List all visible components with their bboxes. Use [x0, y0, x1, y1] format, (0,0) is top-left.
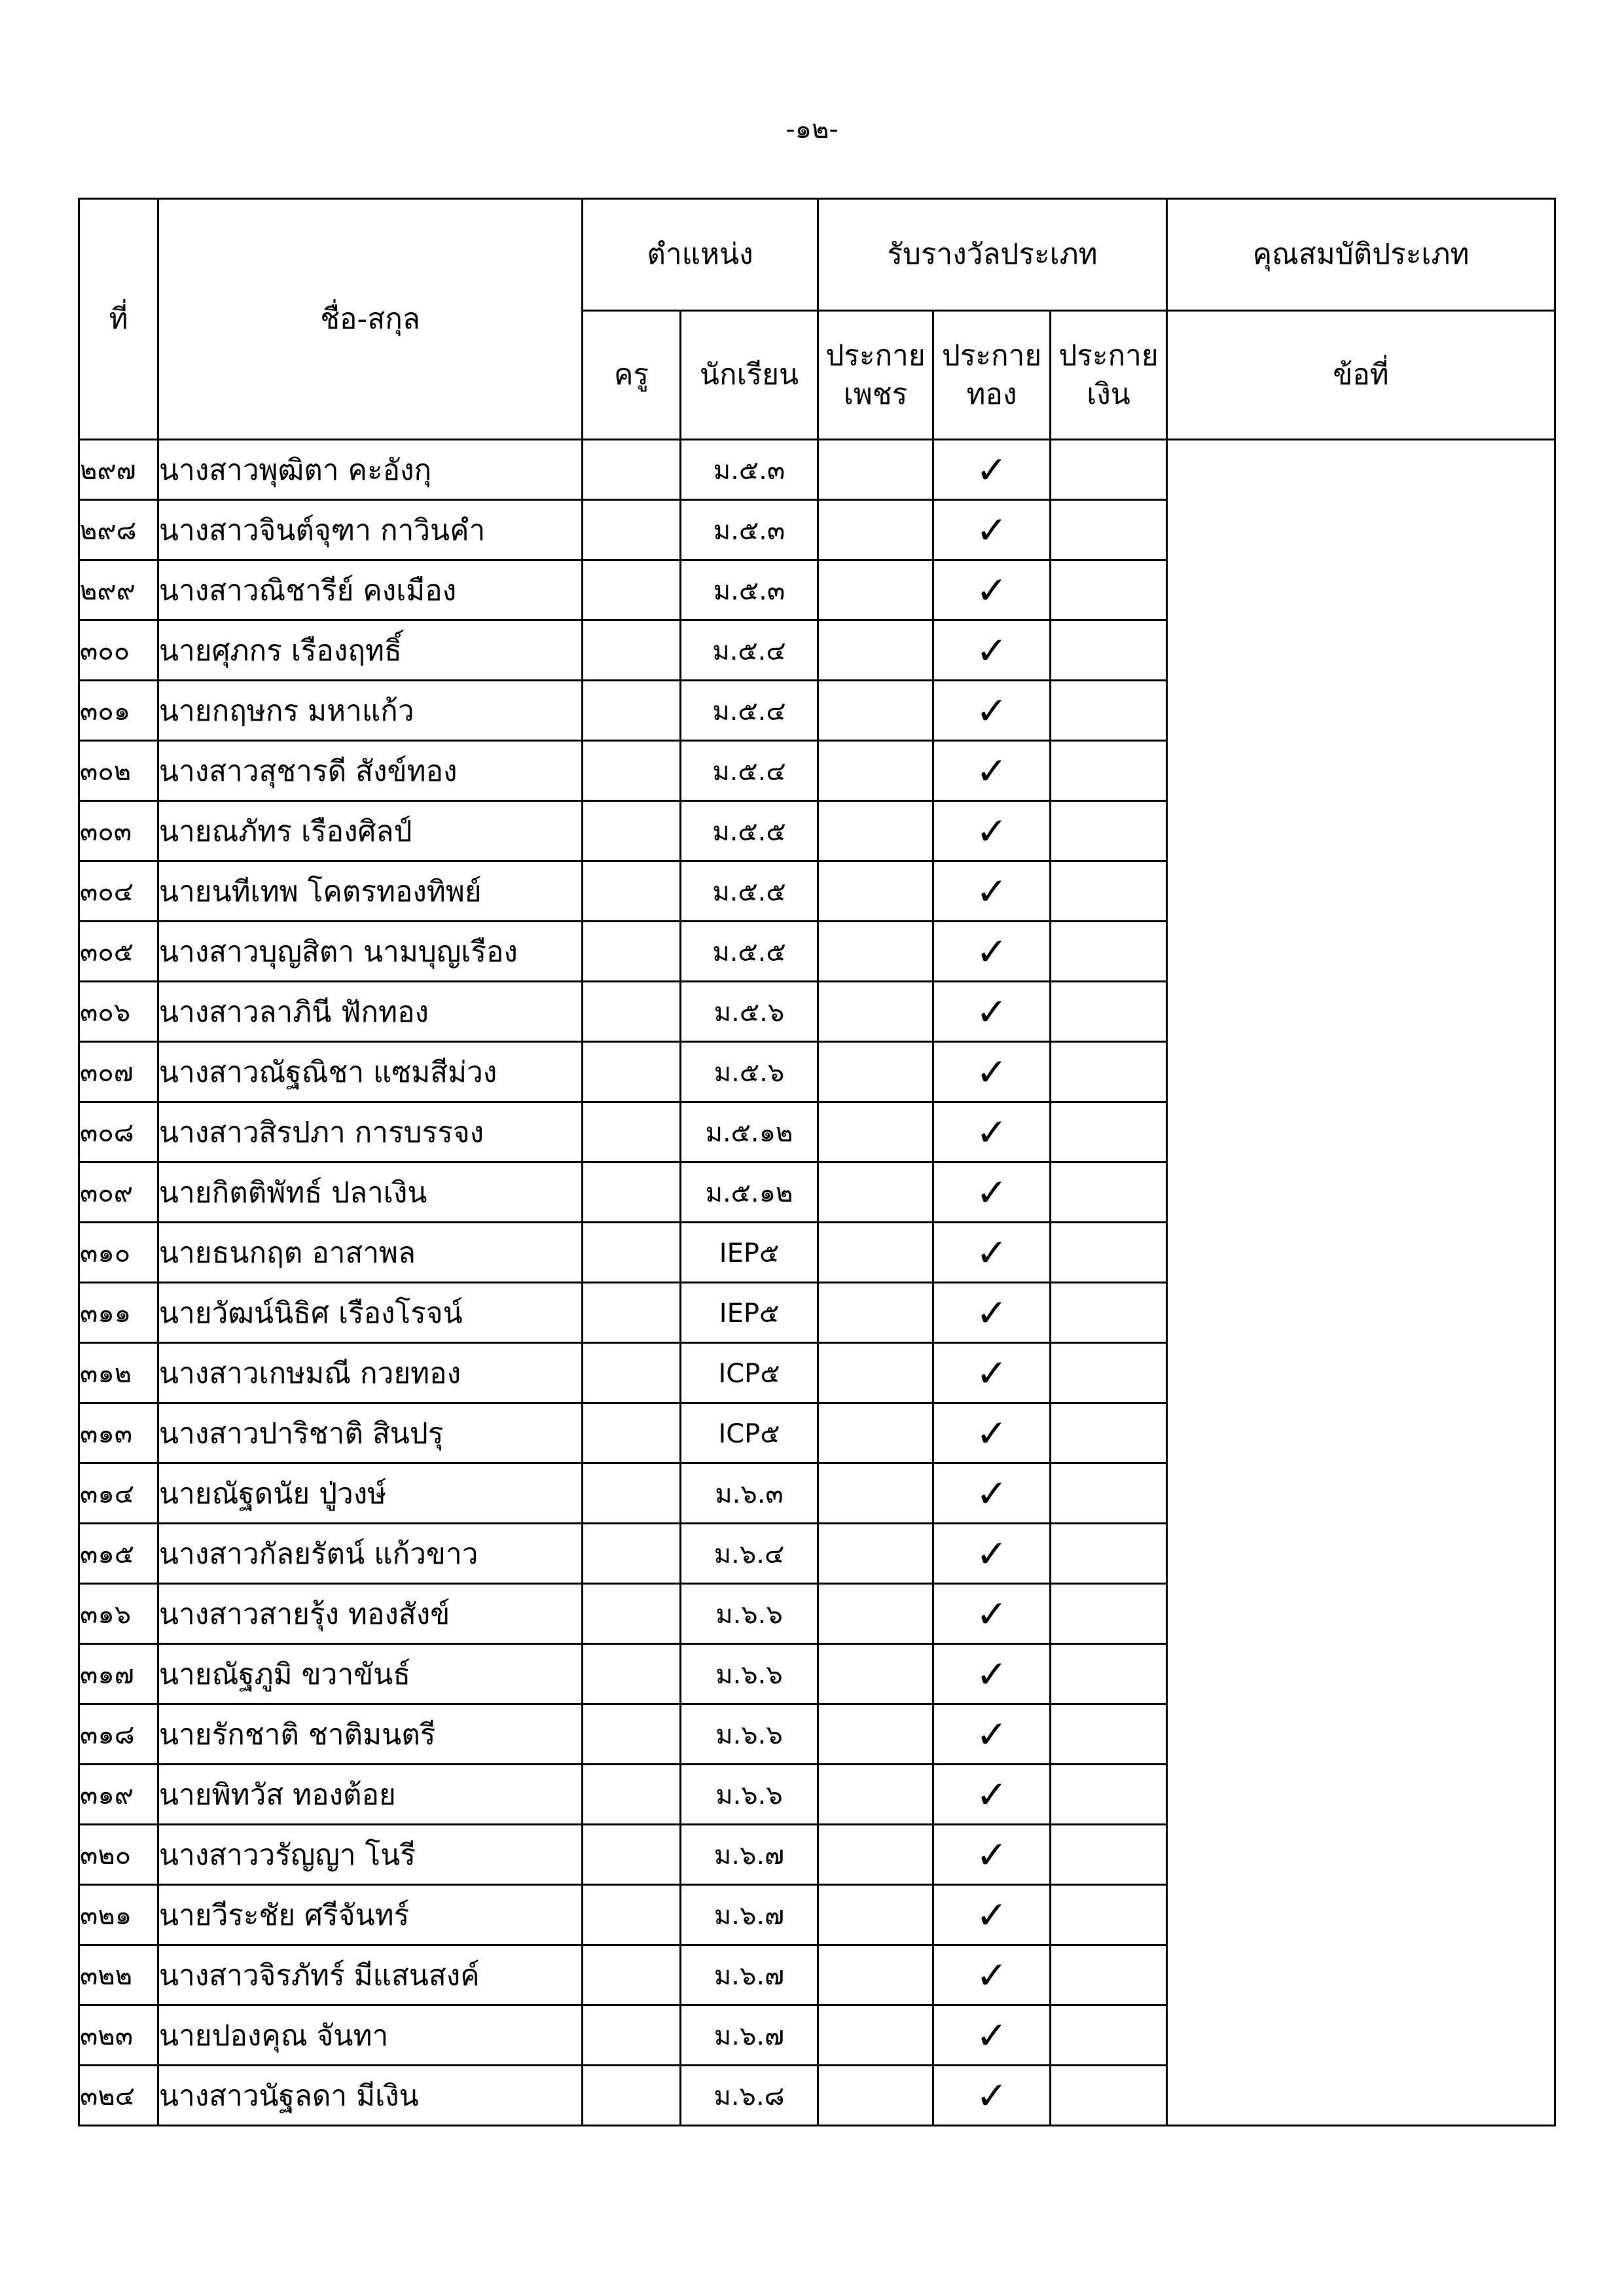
row-number: ๓๑๑	[79, 1283, 158, 1343]
page-number: -๑๒-	[785, 115, 839, 145]
student-class: ม.๕.๔	[681, 741, 818, 801]
student-class: ม.๕.๔	[681, 681, 818, 741]
student-class: ม.๕.๖	[681, 982, 818, 1042]
table-body	[79, 440, 1555, 2126]
row-number: ๓๑๗	[79, 1644, 158, 1704]
silver-mark	[1051, 741, 1167, 801]
diamond-mark	[818, 861, 933, 922]
diamond-mark	[818, 1463, 933, 1524]
student-class: ม.๖.๗	[681, 1945, 818, 2005]
teacher-cell	[583, 1765, 681, 1825]
row-number: ๓๑๐	[79, 1223, 158, 1283]
row-number: ๓๐๐	[79, 620, 158, 681]
row-number: ๓๑๙	[79, 1765, 158, 1825]
row-number: ๓๐๖	[79, 982, 158, 1042]
student-name: นางสาวจิรภัทร์ มีแสนสงค์	[158, 1945, 583, 2005]
student-name: นายพิทวัส ทองต้อย	[158, 1765, 583, 1825]
diamond-mark	[818, 2066, 933, 2126]
student-class: ม.๕.๑๒	[681, 1102, 818, 1162]
gold-check-mark: ✓	[933, 1223, 1051, 1283]
row-number: ๓๐๗	[79, 1042, 158, 1102]
student-class: ม.๕.๖	[681, 1042, 818, 1102]
teacher-cell	[583, 1885, 681, 1945]
header-silver: ประกาย เงิน	[1051, 311, 1167, 440]
silver-mark	[1051, 1102, 1167, 1162]
student-name: นางสาวพุฒิตา คะอังกุ	[158, 440, 583, 500]
gold-check-mark: ✓	[933, 741, 1051, 801]
gold-check-mark: ✓	[933, 1704, 1051, 1765]
row-number: ๓๑๕	[79, 1524, 158, 1584]
student-name: นายกิตติพัทธ์ ปลาเงิน	[158, 1162, 583, 1223]
gold-check-mark: ✓	[933, 1524, 1051, 1584]
qualification-item-cell	[1167, 440, 1555, 2126]
silver-mark	[1051, 1644, 1167, 1704]
diamond-mark	[818, 1343, 933, 1403]
student-name: นางสาวเกษมณี กวยทอง	[158, 1343, 583, 1403]
gold-check-mark: ✓	[933, 1463, 1051, 1524]
student-name: นายกฤษกร มหาแก้ว	[158, 681, 583, 741]
student-class: ม.๖.๖	[681, 1644, 818, 1704]
silver-mark	[1051, 1463, 1167, 1524]
teacher-cell	[583, 741, 681, 801]
row-number: ๓๐๘	[79, 1102, 158, 1162]
row-number: ๓๒๔	[79, 2066, 158, 2126]
header-diamond: ประกาย เพชร	[818, 311, 933, 440]
student-class: ม.๕.๕	[681, 861, 818, 922]
row-number: ๓๑๔	[79, 1463, 158, 1524]
student-class: ม.๖.๖	[681, 1704, 818, 1765]
row-number: ๓๐๒	[79, 741, 158, 801]
student-name: นางสาวจินต์จุฑา กาวินคำ	[158, 500, 583, 560]
student-name: นางสาวณัฐณิชา แซมสีม่วง	[158, 1042, 583, 1102]
student-name: นางสาวณิชารีย์ คงเมือง	[158, 560, 583, 620]
teacher-cell	[583, 1403, 681, 1463]
student-name: นายศุภกร เรืองฤทธิ์	[158, 620, 583, 681]
gold-check-mark: ✓	[933, 1584, 1051, 1644]
gold-check-mark: ✓	[933, 2066, 1051, 2126]
diamond-mark	[818, 1704, 933, 1765]
student-name: นายวัฒน์นิธิศ เรืองโรจน์	[158, 1283, 583, 1343]
silver-mark	[1051, 1283, 1167, 1343]
row-number: ๓๐๙	[79, 1162, 158, 1223]
diamond-mark	[818, 1403, 933, 1463]
row-number: ๓๑๖	[79, 1584, 158, 1644]
student-class: ม.๕.๕	[681, 922, 818, 982]
student-name: นายปองคุณ จันทา	[158, 2005, 583, 2066]
header-teacher: ครู	[583, 311, 681, 440]
diamond-mark	[818, 922, 933, 982]
gold-check-mark: ✓	[933, 1283, 1051, 1343]
row-number: ๓๒๓	[79, 2005, 158, 2066]
teacher-cell	[583, 1042, 681, 1102]
gold-check-mark: ✓	[933, 861, 1051, 922]
diamond-mark	[818, 1825, 933, 1885]
student-class: ม.๕.๓	[681, 440, 818, 500]
silver-mark	[1051, 1704, 1167, 1765]
gold-check-mark: ✓	[933, 982, 1051, 1042]
student-class: ม.๖.๔	[681, 1524, 818, 1584]
student-class: ม.๕.๕	[681, 801, 818, 861]
gold-check-mark: ✓	[933, 1343, 1051, 1403]
student-class: ม.๕.๑๒	[681, 1162, 818, 1223]
student-class: ม.๖.๓	[681, 1463, 818, 1524]
teacher-cell	[583, 922, 681, 982]
diamond-mark	[818, 1644, 933, 1704]
student-class: ม.๕.๓	[681, 500, 818, 560]
row-number: ๓๒๒	[79, 1945, 158, 2005]
teacher-cell	[583, 1162, 681, 1223]
award-table	[78, 198, 1556, 2126]
student-class: ICP๕	[681, 1403, 818, 1463]
student-name: นายธนกฤต อาสาพล	[158, 1223, 583, 1283]
row-number: ๓๐๕	[79, 922, 158, 982]
teacher-cell	[583, 440, 681, 500]
silver-mark	[1051, 500, 1167, 560]
silver-mark	[1051, 1584, 1167, 1644]
silver-mark	[1051, 861, 1167, 922]
silver-mark	[1051, 681, 1167, 741]
silver-mark	[1051, 1403, 1167, 1463]
teacher-cell	[583, 1102, 681, 1162]
student-class: ม.๖.๖	[681, 1584, 818, 1644]
student-name: นางสาววรัญญา โนรี	[158, 1825, 583, 1885]
student-name: นางสาวสิรปภา การบรรจง	[158, 1102, 583, 1162]
teacher-cell	[583, 681, 681, 741]
diamond-mark	[818, 982, 933, 1042]
row-number: ๓๐๑	[79, 681, 158, 741]
diamond-mark	[818, 681, 933, 741]
teacher-cell	[583, 1704, 681, 1765]
row-number: ๓๒๐	[79, 1825, 158, 1885]
teacher-cell	[583, 1825, 681, 1885]
row-number: ๓๒๑	[79, 1885, 158, 1945]
row-number: ๓๐๓	[79, 801, 158, 861]
header-award-type: รับรางวัลประเภท	[818, 199, 1167, 311]
gold-check-mark: ✓	[933, 681, 1051, 741]
student-name: นางสาวลาภินี ฟักทอง	[158, 982, 583, 1042]
silver-mark	[1051, 1162, 1167, 1223]
gold-check-mark: ✓	[933, 1825, 1051, 1885]
gold-check-mark: ✓	[933, 560, 1051, 620]
silver-mark	[1051, 1945, 1167, 2005]
silver-mark	[1051, 1223, 1167, 1283]
silver-mark	[1051, 2005, 1167, 2066]
student-class: ม.๖.๗	[681, 1825, 818, 1885]
teacher-cell	[583, 2066, 681, 2126]
student-class: IEP๕	[681, 1283, 818, 1343]
student-class: ม.๖.๗	[681, 1885, 818, 1945]
silver-mark	[1051, 922, 1167, 982]
student-name: นางสาวสุชารดี สังข์ทอง	[158, 741, 583, 801]
silver-mark	[1051, 801, 1167, 861]
gold-check-mark: ✓	[933, 2005, 1051, 2066]
diamond-mark	[818, 1524, 933, 1584]
student-name: นางสาวสายรุ้ง ทองสังข์	[158, 1584, 583, 1644]
teacher-cell	[583, 620, 681, 681]
silver-mark	[1051, 1885, 1167, 1945]
diamond-mark	[818, 741, 933, 801]
header-name: ชื่อ-สกุล	[158, 199, 583, 440]
row-number: ๒๙๙	[79, 560, 158, 620]
diamond-mark	[818, 1223, 933, 1283]
gold-check-mark: ✓	[933, 1945, 1051, 2005]
student-class: ม.๕.๓	[681, 560, 818, 620]
teacher-cell	[583, 500, 681, 560]
teacher-cell	[583, 2005, 681, 2066]
student-name: นายวีระชัย ศรีจันทร์	[158, 1885, 583, 1945]
teacher-cell	[583, 982, 681, 1042]
diamond-mark	[818, 1042, 933, 1102]
student-name: นายรักชาติ ชาติมนตรี	[158, 1704, 583, 1765]
student-name: นายณัฐภูมิ ขวาขันธ์	[158, 1644, 583, 1704]
student-name: นายนทีเทพ โคตรทองทิพย์	[158, 861, 583, 922]
silver-mark	[1051, 1524, 1167, 1584]
gold-check-mark: ✓	[933, 440, 1051, 500]
student-name: นายณภัทร เรืองศิลป์	[158, 801, 583, 861]
teacher-cell	[583, 1223, 681, 1283]
diamond-mark	[818, 440, 933, 500]
diamond-mark	[818, 1885, 933, 1945]
header-gold: ประกาย ทอง	[933, 311, 1051, 440]
header-item: ข้อที่	[1167, 311, 1555, 440]
diamond-mark	[818, 500, 933, 560]
student-name: นางสาวนัฐลดา มีเงิน	[158, 2066, 583, 2126]
diamond-mark	[818, 801, 933, 861]
student-class: IEP๕	[681, 1223, 818, 1283]
teacher-cell	[583, 1463, 681, 1524]
gold-check-mark: ✓	[933, 1403, 1051, 1463]
teacher-cell	[583, 1524, 681, 1584]
student-name: นางสาวปาริชาติ สินปรุ	[158, 1403, 583, 1463]
silver-mark	[1051, 1765, 1167, 1825]
teacher-cell	[583, 861, 681, 922]
gold-check-mark: ✓	[933, 1102, 1051, 1162]
silver-mark	[1051, 2066, 1167, 2126]
header-qualification-type: คุณสมบัติประเภท	[1167, 199, 1555, 311]
header-position: ตำแหน่ง	[583, 199, 818, 311]
diamond-mark	[818, 2005, 933, 2066]
silver-mark	[1051, 982, 1167, 1042]
diamond-mark	[818, 620, 933, 681]
silver-mark	[1051, 440, 1167, 500]
teacher-cell	[583, 1343, 681, 1403]
row-number: ๓๑๓	[79, 1403, 158, 1463]
row-number: ๒๙๘	[79, 500, 158, 560]
diamond-mark	[818, 1283, 933, 1343]
silver-mark	[1051, 560, 1167, 620]
gold-check-mark: ✓	[933, 1162, 1051, 1223]
student-class: ICP๕	[681, 1343, 818, 1403]
student-name: นางสาวกัลยรัตน์ แก้วขาว	[158, 1524, 583, 1584]
diamond-mark	[818, 1584, 933, 1644]
student-name: นายณัฐดนัย ปู่วงษ์	[158, 1463, 583, 1524]
header-student: นักเรียน	[681, 311, 818, 440]
table-row	[79, 440, 1555, 500]
silver-mark	[1051, 1825, 1167, 1885]
gold-check-mark: ✓	[933, 1885, 1051, 1945]
silver-mark	[1051, 620, 1167, 681]
teacher-cell	[583, 1283, 681, 1343]
student-name: นางสาวบุญสิตา นามบุญเรือง	[158, 922, 583, 982]
diamond-mark	[818, 1162, 933, 1223]
gold-check-mark: ✓	[933, 1644, 1051, 1704]
teacher-cell	[583, 1945, 681, 2005]
gold-check-mark: ✓	[933, 922, 1051, 982]
student-class: ม.๖.๗	[681, 2005, 818, 2066]
diamond-mark	[818, 1102, 933, 1162]
teacher-cell	[583, 1644, 681, 1704]
diamond-mark	[818, 1945, 933, 2005]
teacher-cell	[583, 801, 681, 861]
diamond-mark	[818, 1765, 933, 1825]
header-no: ที่	[79, 199, 158, 440]
row-number: ๒๙๗	[79, 440, 158, 500]
gold-check-mark: ✓	[933, 620, 1051, 681]
student-class: ม.๖.๘	[681, 2066, 818, 2126]
silver-mark	[1051, 1042, 1167, 1102]
gold-check-mark: ✓	[933, 1765, 1051, 1825]
gold-check-mark: ✓	[933, 1042, 1051, 1102]
student-class: ม.๕.๔	[681, 620, 818, 681]
student-class: ม.๖.๖	[681, 1765, 818, 1825]
teacher-cell	[583, 1584, 681, 1644]
diamond-mark	[818, 560, 933, 620]
teacher-cell	[583, 560, 681, 620]
gold-check-mark: ✓	[933, 801, 1051, 861]
gold-check-mark: ✓	[933, 500, 1051, 560]
row-number: ๓๐๔	[79, 861, 158, 922]
row-number: ๓๑๒	[79, 1343, 158, 1403]
silver-mark	[1051, 1343, 1167, 1403]
row-number: ๓๑๘	[79, 1704, 158, 1765]
